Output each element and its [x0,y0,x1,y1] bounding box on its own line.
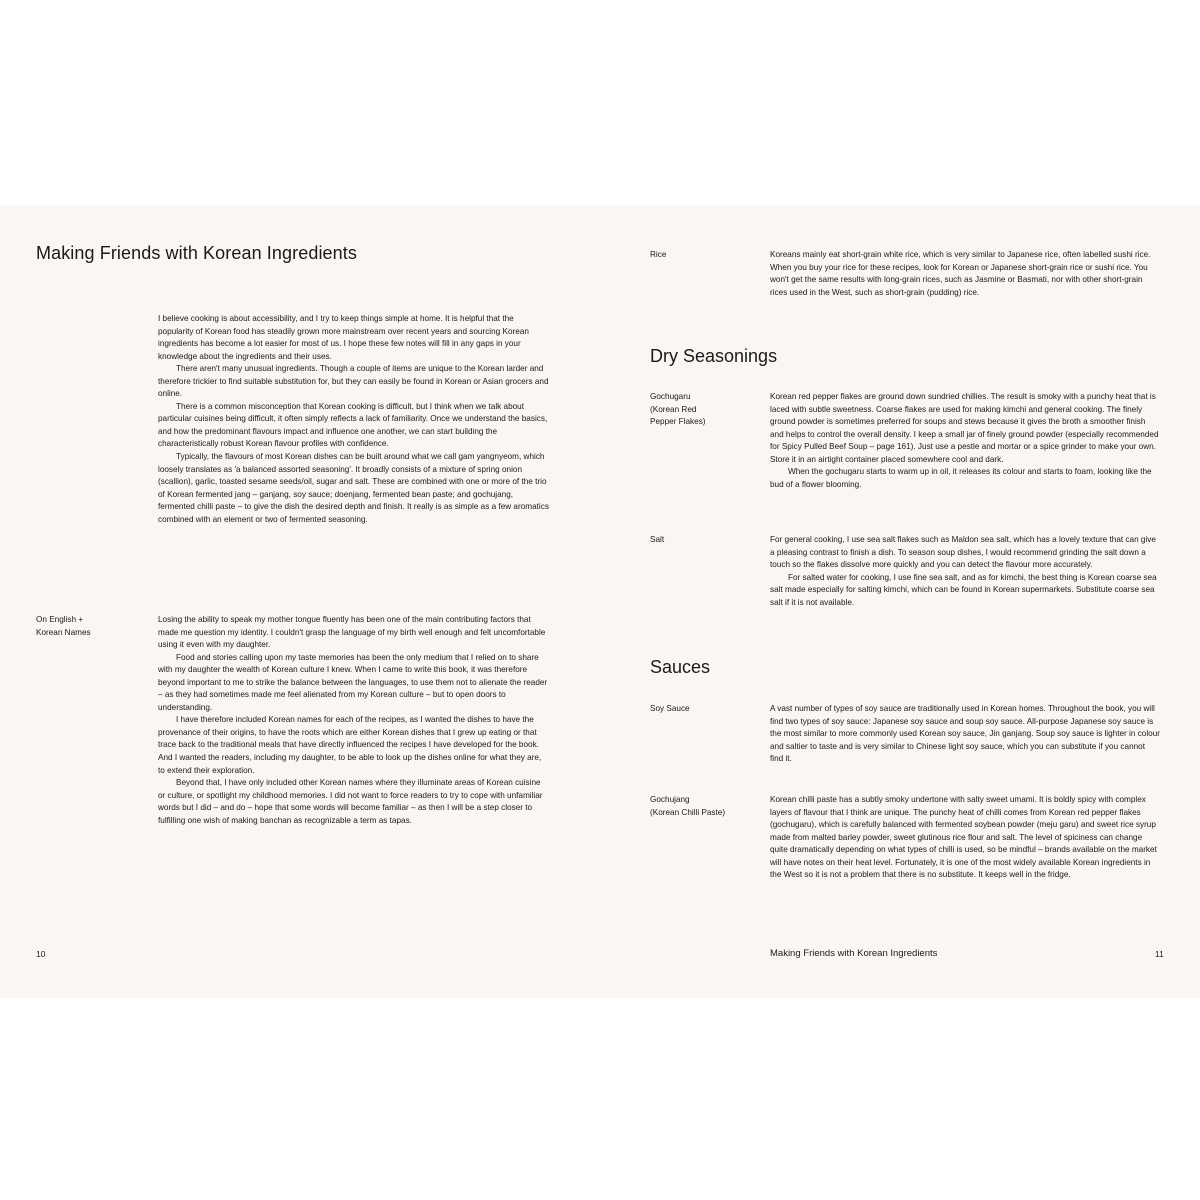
names-text [158,614,550,827]
intro-paragraph: There is a common misconception that Korean cooking is difficult, but I think when we talk about particular cuisines being difficult, it often simply reflects a lack of familiarity. Once we understand the basics, and how the predominant flavours impact and influence one another, we can start building the characteristically robust Korean flavour profiles with confidence. [158,401,548,449]
page-title: Making Friends with Korean Ingredients [36,243,357,263]
dry-seasonings-heading: Dry Seasonings [650,346,778,366]
book-spread [0,205,1200,998]
side-label-salt: Salt [650,535,665,544]
page-number-left: 10 [36,949,46,959]
gochugaru-text: Korean red pepper flakes are ground down sundried chillies. The result is smoky with a punchy heat that is laced with subtle sweetness. Coarse flakes are used for making kimchi and general cooking. The finely ground powder is sometimes preferred for soups and stews because it gives the broth a smoother finish and helps to control the overall density. I keep a small jar of finely ground powder (especially recommended for Spicy Pulled Beef Soup – page 161). Just use a pestle and mortar or a spice grinder to make your own. Store it in an airtight container placed somewhere cool and dark. When the gochugaru starts to warm up in oil, it releases its colour and starts to foam, looking like the bud of a flower blooming. [770,392,1159,489]
intro-paragraph: I believe cooking is about accessibility, and I try to keep things simple at home. It is helpful that the popularity of Korean food has steadily grown more mainstream over recent years and sourcing Korean ingredients has become a lot easier for most of us. I hope these few notes will fill in any gaps in your knowledge about the ingredients and their uses. [158,314,529,361]
side-label-gochugaru: Gochugaru (Korean Red Pepper Flakes) [650,392,706,427]
intro-paragraph: There aren't many unusual ingredients. Though a couple of items are unique to the Korean larder and therefore trickier to find suitable substitution for, but they can easily be found in Korean or Asian grocers and online. [158,364,549,399]
gochujang-text: Korean chilli paste has a subtly smoky undertone with salty sweet umami. It is boldly spicy with complex layers of flavour that I think are unique. The punchy heat of chilli comes from Korean red pepper flakes (gochugaru), which is carefully balanced with fermented soybean powder (meju garu) and sweet rice syrup made from malted barley powder, sweet glutinous rice flour and salt. The level of spiciness can change quite dramatically depending on what types of chilli is used, so be mindful – brands available on the market will have notes on their heat level. Fortunately, it is one of the most widely available Korean ingredients in the West so it is not a problem that there is no substitute. It keeps well in the fridge. [770,795,1157,880]
sauces-heading: Sauces [650,657,711,677]
soy-sauce-text: A vast number of types of soy sauce are traditionally used in Korean homes. Throughout the book, you will find two types of soy sauce: Japanese soy sauce and soup soy sauce. All-purpose Japanese soy sauce is the most similar to more commonly used Korean soy sauce, Jin ganjang. Soup soy sauce is lighter in colour and saltier to taste and is very similar to Chinese light soy sauce, which you can substitute if you cannot find it. [770,704,1161,764]
intro-paragraph: Typically, the flavours of most Korean dishes can be built around what we call gam yangnyeom, which loosely translates as 'a balanced assorted seasoning'. It broadly consists of a mixture of spring onion (scallion), garlic, toasted sesame seeds/oil, sugar and salt. These are combined with one or more of the trio of Korean fermented jang – ganjang, soy sauce; doenjang, fermented bean paste; and gochujang, fermented chilli paste – to give the dish the desired depth and finish. It really is as simple as a few aromatics combined with an element or two of fermented seasoning. [158,452,549,524]
side-label-soy-sauce: Soy Sauce [650,704,690,713]
names-paragraph: Food and stories calling upon my taste memories has been the only medium that I relied on to share with my daughter the wealth of Korean culture I knew. When I came to write this book, it was therefore beyond important to me to strike the balance between the languages, to use them not to alienate the reader – as they had sometimes made me feel alienated from my Korean culture – but to open doors to understanding. [158,652,548,712]
rice-text: Koreans mainly eat short-grain white rice, which is very similar to Japanese rice, often labelled sushi rice. When you buy your rice for these recipes, look for Korean or Japanese short-grain rice or sushi rice. You won't get the same results with long-grain rices, such as Jasmine or Basmati, nor with other short-grain rices used in the West, such as short-grain (pudding) rice. [770,250,1151,297]
page-number-right: 11 [1155,949,1164,959]
names-paragraph: Beyond that, I have only included other Korean names where they illuminate areas of Korean cuisine or culture, or spotlight my childhood memories. I did not want to force readers to try to cope with unfamiliar words but I did – and do – hope that some words will become familiar – as then I will be a step closer to fulfilling one wish of making banchan as recognizable a term as tapas. [158,778,543,825]
names-paragraph: I have therefore included Korean names for each of the recipes, as I wanted the dishes to have the provenance of their origins, to have the roots which are either Korean dishes that I grew up eating or that trace back to the traditional meals that have directly influenced the recipes I have developed for the book. And I wanted the readers, including my daughter, to be able to look up the dishes online for what they are, to extend their exploration. [158,715,542,775]
intro-text [158,313,550,526]
salt-text: For general cooking, I use sea salt flakes such as Maldon sea salt, which has a lovely texture that can give a pleasing contrast to finish a dish. To season soup dishes, I would recommend grinding the salt down a touch so the flakes dissolve more quickly and you can detect the flavour more accurately. For salted water for cooking, I use fine sea salt, and as for kimchi, the best thing is Korean coarse sea salt made especially for salting kimchi, which can be found in Korean supermarkets. Substitute coarse sea salt if it is not available. [770,535,1157,607]
running-head: Making Friends with Korean Ingredients [770,948,938,959]
side-label-rice: Rice [650,250,667,259]
side-label-gochujang: Gochujang (Korean Chilli Paste) [650,795,726,817]
side-label-english-korean-names: On English + Korean Names [36,615,91,637]
names-paragraph: Losing the ability to speak my mother tongue fluently has been one of the main contributing factors that made me question my identity. I couldn't grasp the language of my birth well enough and felt uncomfortable using it even with my daughter. [158,615,546,650]
